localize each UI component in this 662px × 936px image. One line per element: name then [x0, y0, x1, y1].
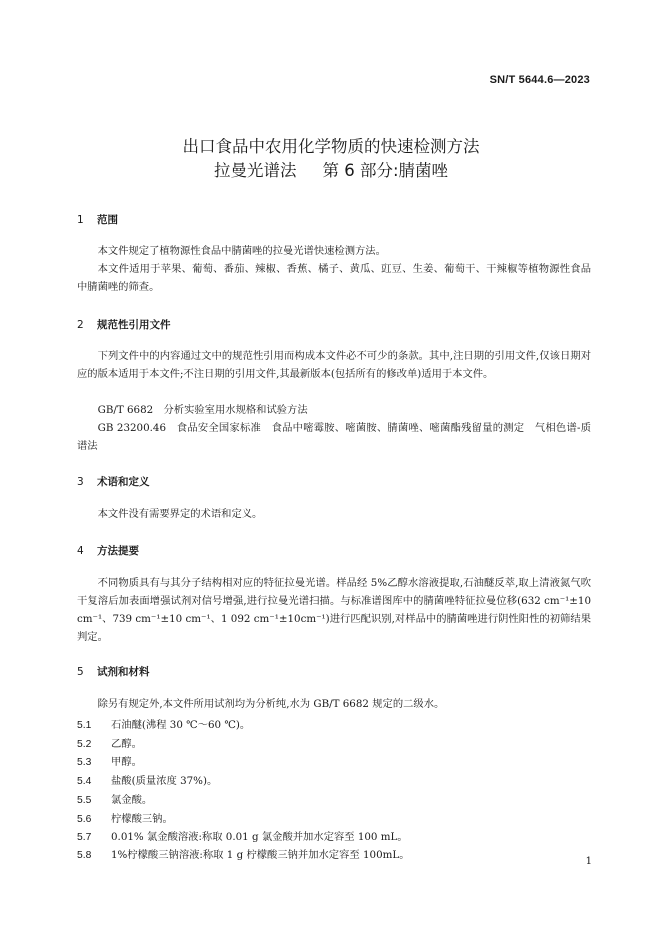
item-number: 5.6 [77, 814, 92, 825]
item-text: 1%柠檬酸三钠溶液:称取 1 g 柠檬酸三钠并加水定容至 100mL。 [111, 849, 410, 861]
item-number: 5.3 [77, 757, 92, 768]
reagent-item [77, 810, 173, 825]
section-1-paragraph-2: 本文件适用于苹果、葡萄、番茄、辣椒、香蕉、橘子、黄瓜、豇豆、生姜、葡萄干、干辣椒等植物源性食品中腈菌唑的筛查。 [77, 263, 591, 293]
item-text: 盐酸(质量浓度 37%)。 [111, 775, 218, 787]
reagent-item [77, 828, 408, 843]
item-text: 甲醇。 [111, 756, 142, 768]
item-text: 石油醚(沸程 30 ℃～60 ℃)。 [111, 719, 251, 731]
section-title: 试剂和材料 [97, 666, 150, 678]
section-number: 2 [77, 319, 84, 331]
section-number: 1 [77, 214, 84, 226]
reagent-item [77, 753, 142, 768]
title-part: 第 6 部分:腈菌唑 [322, 161, 449, 180]
item-text: 乙醇。 [111, 738, 142, 750]
section-number: 3 [77, 476, 84, 488]
section-4-paragraph-1: 不同物质具有与其分子结构相对应的特征拉曼光谱。样品经 5%乙醇水溶液提取,石油醚反萃,取上清液氮气吹干复溶后加表面增强试剂对信号增强,进行拉曼光谱扫描。与标准谱图库中的腈菌唑特征拉曼位移(632 cm⁻¹±10 cm⁻¹、739 cm⁻¹±10 cm⁻¹、1 092 cm⁻¹±10cm⁻¹)进行匹配识别,对样品中的腈菌唑进行阴性阳性的初筛结果判定。 [77, 577, 591, 643]
section-1-paragraph-1: 本文件规定了植物源性食品中腈菌唑的拉曼光谱快速检测方法。 [97, 245, 386, 257]
section-3-paragraph-1: 本文件没有需要界定的术语和定义。 [97, 508, 263, 520]
title-method: 拉曼光谱法 [213, 161, 297, 180]
section-number: 5 [77, 666, 84, 678]
item-number: 5.2 [77, 739, 92, 750]
item-number: 5.1 [77, 720, 92, 731]
section-title: 方法提要 [97, 545, 139, 557]
item-text: 柠檬酸三钠。 [111, 813, 173, 825]
normative-reference-1: GB/T 6682 分析实验室用水规格和试验方法 [97, 404, 308, 416]
document-title-line2 [0, 157, 662, 181]
section-1-heading [77, 212, 118, 227]
reagent-item [77, 791, 152, 806]
item-text: 0.01% 氯金酸溶液:称取 0.01 g 氯金酸并加水定容至 100 mL。 [111, 831, 408, 843]
section-3-heading [77, 474, 150, 489]
section-2-paragraph-1: 下列文件中的内容通过文中的规范性引用而构成本文件必不可少的条款。其中,注日期的引用文件,仅该日期对应的版本适用于本文件;不注日期的引用文件,其最新版本(包括所有的修改单)适用于本文件。 [77, 350, 591, 380]
item-number: 5.4 [77, 776, 92, 787]
reagent-item [77, 846, 410, 861]
item-number: 5.8 [77, 850, 92, 861]
section-5-heading [77, 664, 150, 679]
section-title: 术语和定义 [97, 476, 150, 488]
item-text: 氯金酸。 [111, 794, 153, 806]
section-2-heading [77, 317, 171, 332]
section-4-heading [77, 543, 139, 558]
section-title: 规范性引用文件 [97, 319, 171, 331]
item-number: 5.5 [77, 795, 92, 806]
standard-number: SN/T 5644.6—2023 [489, 74, 590, 86]
reagent-item [77, 716, 250, 731]
document-title-line1: 出口食品中农用化学物质的快速检测方法 [182, 137, 480, 156]
reagent-item [77, 772, 217, 787]
section-title: 范围 [97, 214, 118, 226]
page-number: 1 [585, 856, 592, 867]
section-5-intro: 除另有规定外,本文件所用试剂均为分析纯,水为 GB/T 6682 规定的二级水。 [97, 698, 445, 710]
reagent-item [77, 735, 142, 750]
section-number: 4 [77, 545, 84, 557]
item-number: 5.7 [77, 832, 92, 843]
normative-reference-2: GB 23200.46 食品安全国家标准 食品中嘧霉胺、嘧菌胺、腈菌唑、嘧菌酯残留量的测定 气相色谱-质谱法 [77, 422, 591, 452]
